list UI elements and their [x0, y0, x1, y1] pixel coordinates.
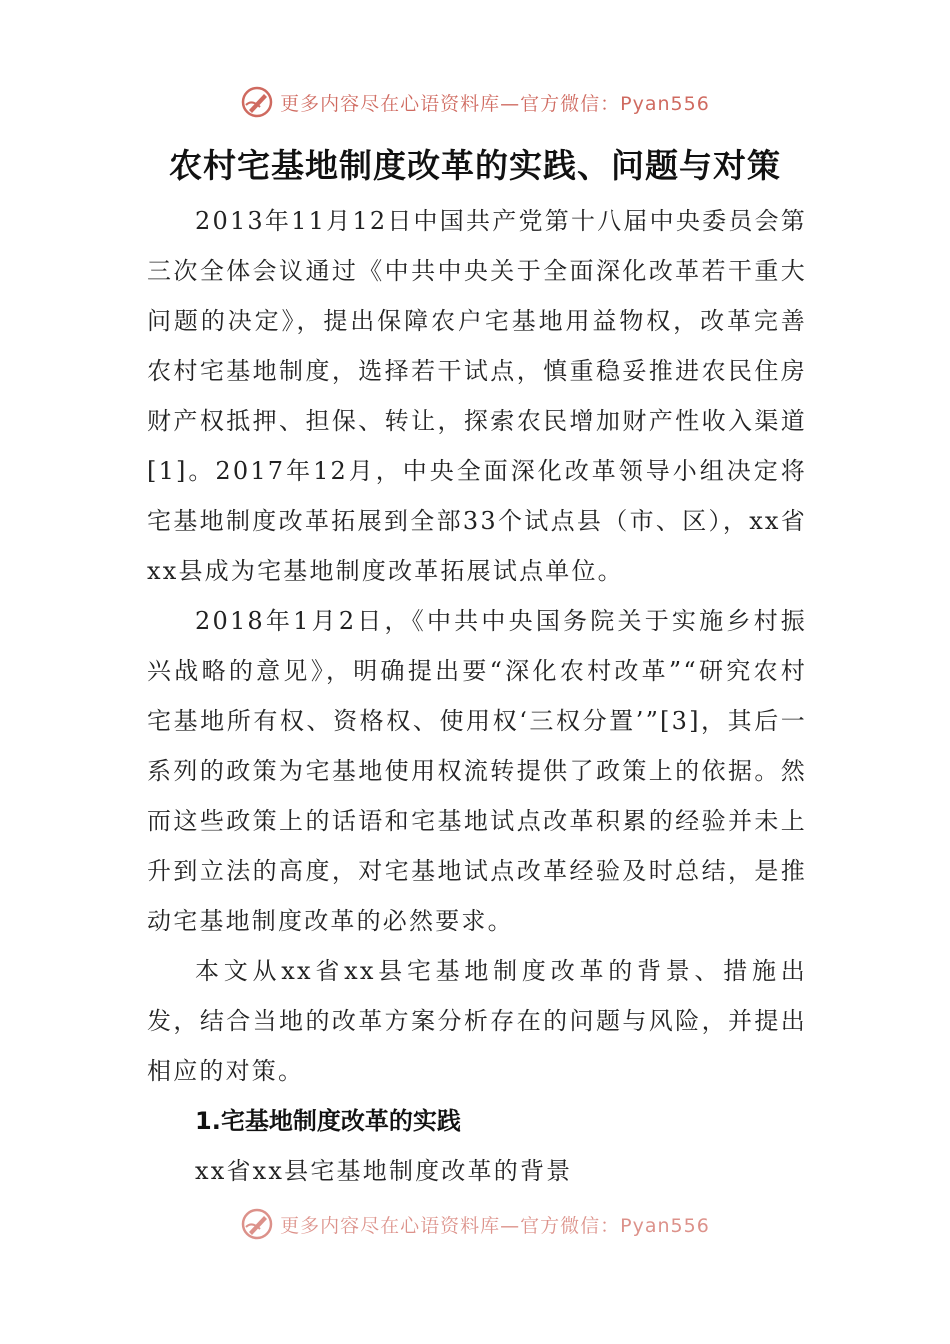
subsection-heading: xx省xx县宅基地制度改革的背景	[195, 1157, 573, 1185]
paragraph-1: 2013年11月12日中国共产党第十八届中央委员会第三次全体会议通过《中共中央关于全面深化改革若干重大问题的决定》，提出保障农户宅基地用益物权，改革完善农村宅基地制度，选择若干试点，慎重稳妥推进农民住房财产权抵押、担保、转让，探索农民增加财产性收入渠道[1]。2017年12月，中央全面深化改革领导小组决定将宅基地制度改革拓展到全部33个试点县（市、区），xx省xx县成为宅基地制度改革拓展试点单位。	[147, 207, 807, 585]
watermark-text: 更多内容尽在心语资料库—官方微信：Pyan556	[280, 1214, 710, 1237]
section-heading: 1.宅基地制度改革的实践	[195, 1107, 461, 1135]
document-body	[147, 196, 807, 1196]
pen-logo-icon	[240, 1207, 274, 1241]
watermark-text: 更多内容尽在心语资料库—官方微信：Pyan556	[280, 92, 710, 115]
pen-logo-icon	[240, 85, 274, 119]
document-title: 农村宅基地制度改革的实践、问题与对策	[169, 146, 781, 185]
watermark-header	[0, 82, 950, 122]
paragraph-3: 本文从xx省xx县宅基地制度改革的背景、措施出发，结合当地的改革方案分析存在的问题与风险，并提出相应的对策。	[147, 957, 807, 1085]
paragraph-2: 2018年1月2日，《中共中央国务院关于实施乡村振兴战略的意见》，明确提出要“深化农村改革”“研究农村宅基地所有权、资格权、使用权‘三权分置’”[3]，其后一系列的政策为宅基地使用权流转提供了政策上的依据。然而这些政策上的话语和宅基地试点改革积累的经验并未上升到立法的高度，对宅基地试点改革经验及时总结，是推动宅基地制度改革的必然要求。	[147, 607, 807, 935]
watermark-footer	[0, 1204, 950, 1244]
